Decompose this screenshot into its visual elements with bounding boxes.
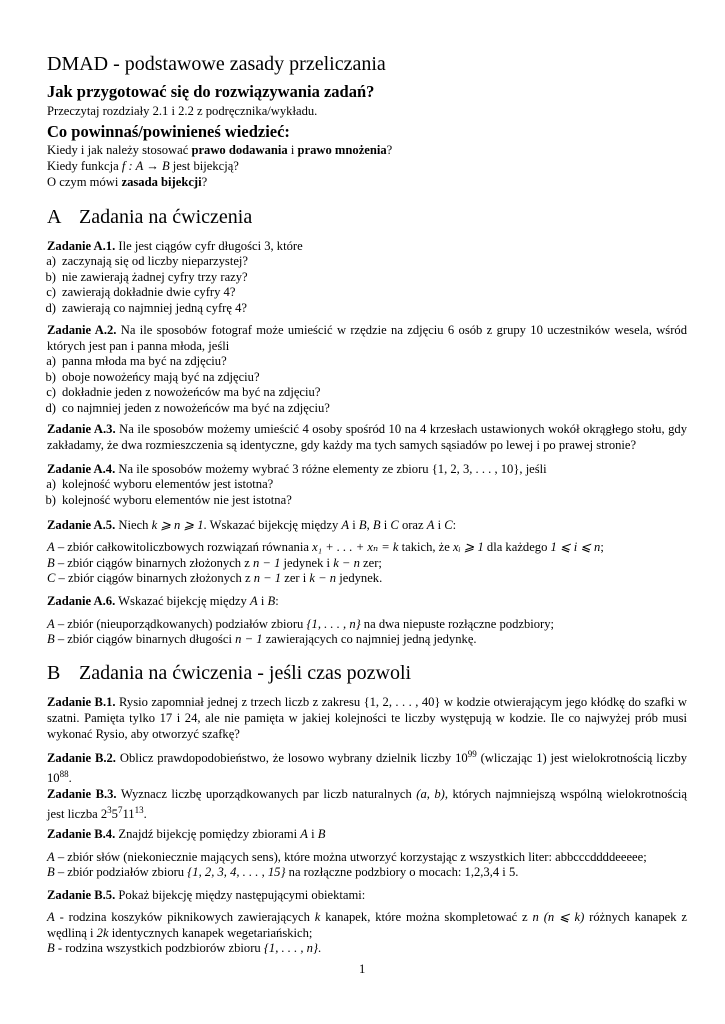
task-b5: Zadanie B.5. Pokaż bijekcję między następującymi obiektami: bbox=[47, 888, 366, 902]
task-a3: Zadanie A.3. Na ile sposobów możemy umieścić 4 osoby spośród 10 na 4 krzesłach ustawionych wokół okrągłego stołu, gdy zakładamy, że dwa rozmieszczenia są identyczne, gdy każdy ma tych samych sąsiadów po lewej i po prawej stronie? bbox=[47, 422, 688, 452]
task-a5-line-a: A – zbiór całkowitoliczbowych rozwiązań równania x₁ + . . . + xₙ = k takich, że xᵢ ⩾ 1 dla każdego 1 ⩽ i ⩽ n; bbox=[47, 540, 604, 554]
task-b4-line-a: A – zbiór słów (niekoniecznie mających sens), które można utworzyć korzystając z wszystkich liter: abbcccddddeeeee; bbox=[47, 850, 647, 864]
task-a6-line-a: A – zbiór (nieuporządkowanych) podziałów zbioru {1, . . . , n} na dwa niepuste rozłączne podzbiory; bbox=[47, 617, 555, 631]
list-item: d) co najmniej jeden z nowożeńców ma być na zdjęciu? bbox=[45, 400, 330, 415]
know-heading: Co powinnaś/powinieneś wiedzieć: bbox=[47, 122, 290, 141]
list-item: a) kolejność wyboru elementów jest istotna? bbox=[46, 477, 274, 491]
task-a6: Zadanie A.6. Wskazać bijekcję między A i B: bbox=[47, 594, 279, 608]
task-b1: Zadanie B.1. Rysio zapomniał jednej z trzech liczb z zakresu {1, 2, . . . , 40} w kodzie otwierającym jego kłódkę do szafki w szatni. Pamięta tylko 17 i 24, ale nie pamięta w jakiej kolejności te liczby występują w kodzie. Ile co najwyżej prób musi wykonać Rysio, aby otworzyć szafkę? bbox=[47, 695, 687, 741]
page-number: 1 bbox=[359, 962, 366, 976]
list-item: d) zawierają co najmniej jedną cyfrę 4? bbox=[45, 300, 247, 315]
task-a2-items bbox=[33, 354, 330, 416]
task-b3: Zadanie B.3. Wyznacz liczbę uporządkowanych par liczb naturalnych (a, b), których najmniejszą wspólną wielokrotnością jest liczba $2^35^711^{13}$. bbox=[47, 787, 688, 822]
task-b4-line-b: B – zbiór podziałów zbioru {1, 2, 3, 4, . . . , 15} na rozłączne podzbiory o mocach: 1,2,3,4 i 5. bbox=[47, 865, 519, 879]
task-a4: Zadanie A.4. Na ile sposobów możemy wybrać 3 różne elementy ze zbioru {1, 2, 3, . . . , 10}, jeśli bbox=[47, 462, 547, 476]
task-a1: Zadanie A.1. Ile jest ciągów cyfr długości 3, które bbox=[47, 239, 303, 253]
task-a5: Zadanie A.5. Niech k ⩾ n ⩾ 1. Wskazać bijekcję między A i B, B i C oraz A i C: bbox=[47, 518, 457, 532]
section-b-heading: B Zadania na ćwiczenia - jeśli czas pozwoli bbox=[47, 662, 412, 684]
task-b5-line-a: A - rodzina koszyków piknikowych zawierających k kanapek, które można skompletować z n (n ⩽ k) różnych kanapek z wędliną i 2k identycznych kanapek wegetariańskich; bbox=[47, 910, 688, 940]
know-line-3: O czym mówi zasada bijekcji? bbox=[47, 175, 208, 189]
list-item: b) oboje nowożeńcy mają być na zdjęciu? bbox=[45, 369, 260, 384]
task-b5-line-b: B - rodzina wszystkich podzbiorów zbioru {1, . . . , n}. bbox=[47, 941, 322, 955]
know-line-1: Kiedy i jak należy stosować prawo dodawania i prawo mnożenia? bbox=[47, 143, 393, 157]
list-item: c) zawierają dokładnie dwie cyfry 4? bbox=[46, 285, 236, 300]
page-title: DMAD - podstawowe zasady przeliczania bbox=[47, 53, 386, 75]
task-a6-line-b: B – zbiór ciągów binarnych długości n − 1 zawierających co najmniej jedną jedynkę. bbox=[47, 632, 477, 646]
task-a5-line-c: C – zbiór ciągów binarnych złożonych z n − 1 zer i k − n jedynek. bbox=[47, 571, 383, 585]
prep-text: Przeczytaj rozdziały 2.1 i 2.2 z podręcznika/wykładu. bbox=[47, 104, 318, 118]
task-a2: Zadanie A.2. Na ile sposobów fotograf może umieścić w rzędzie na zdjęciu 6 osób z grupy 10 uczestników wesela, wśród których jest pan i panna młoda, jeśli bbox=[47, 323, 687, 353]
list-item: b) nie zawierają żadnej cyfry trzy razy? bbox=[45, 269, 248, 284]
list-item: c) dokładnie jeden z nowożeńców ma być na zdjęciu? bbox=[46, 385, 321, 400]
section-a-heading: A Zadania na ćwiczenia bbox=[47, 206, 253, 228]
prep-heading: Jak przygotować się do rozwiązywania zadań? bbox=[47, 82, 375, 101]
task-a5-line-b: B – zbiór ciągów binarnych złożonych z n − 1 jedynek i k − n zer; bbox=[47, 556, 382, 570]
list-item: a) zaczynają się od liczby nieparzystej? bbox=[46, 254, 249, 268]
list-item: b) kolejność wyboru elementów nie jest istotna? bbox=[45, 492, 292, 507]
task-a4-items bbox=[33, 477, 292, 508]
know-line-2: Kiedy funkcja f : A → B jest bijekcją? bbox=[47, 159, 239, 173]
list-item: a) panna młoda ma być na zdjęciu? bbox=[46, 354, 227, 368]
task-b2: Zadanie B.2. Oblicz prawdopodobieństwo, że losowo wybrany dzielnik liczby $10^{99}$ (wliczając 1) jest wielokrotnością liczby $10^{88}$. bbox=[47, 749, 688, 786]
task-b4: Zadanie B.4. Znajdź bijekcję pomiędzy zbiorami A i B bbox=[47, 827, 326, 841]
task-a1-items bbox=[33, 254, 248, 316]
